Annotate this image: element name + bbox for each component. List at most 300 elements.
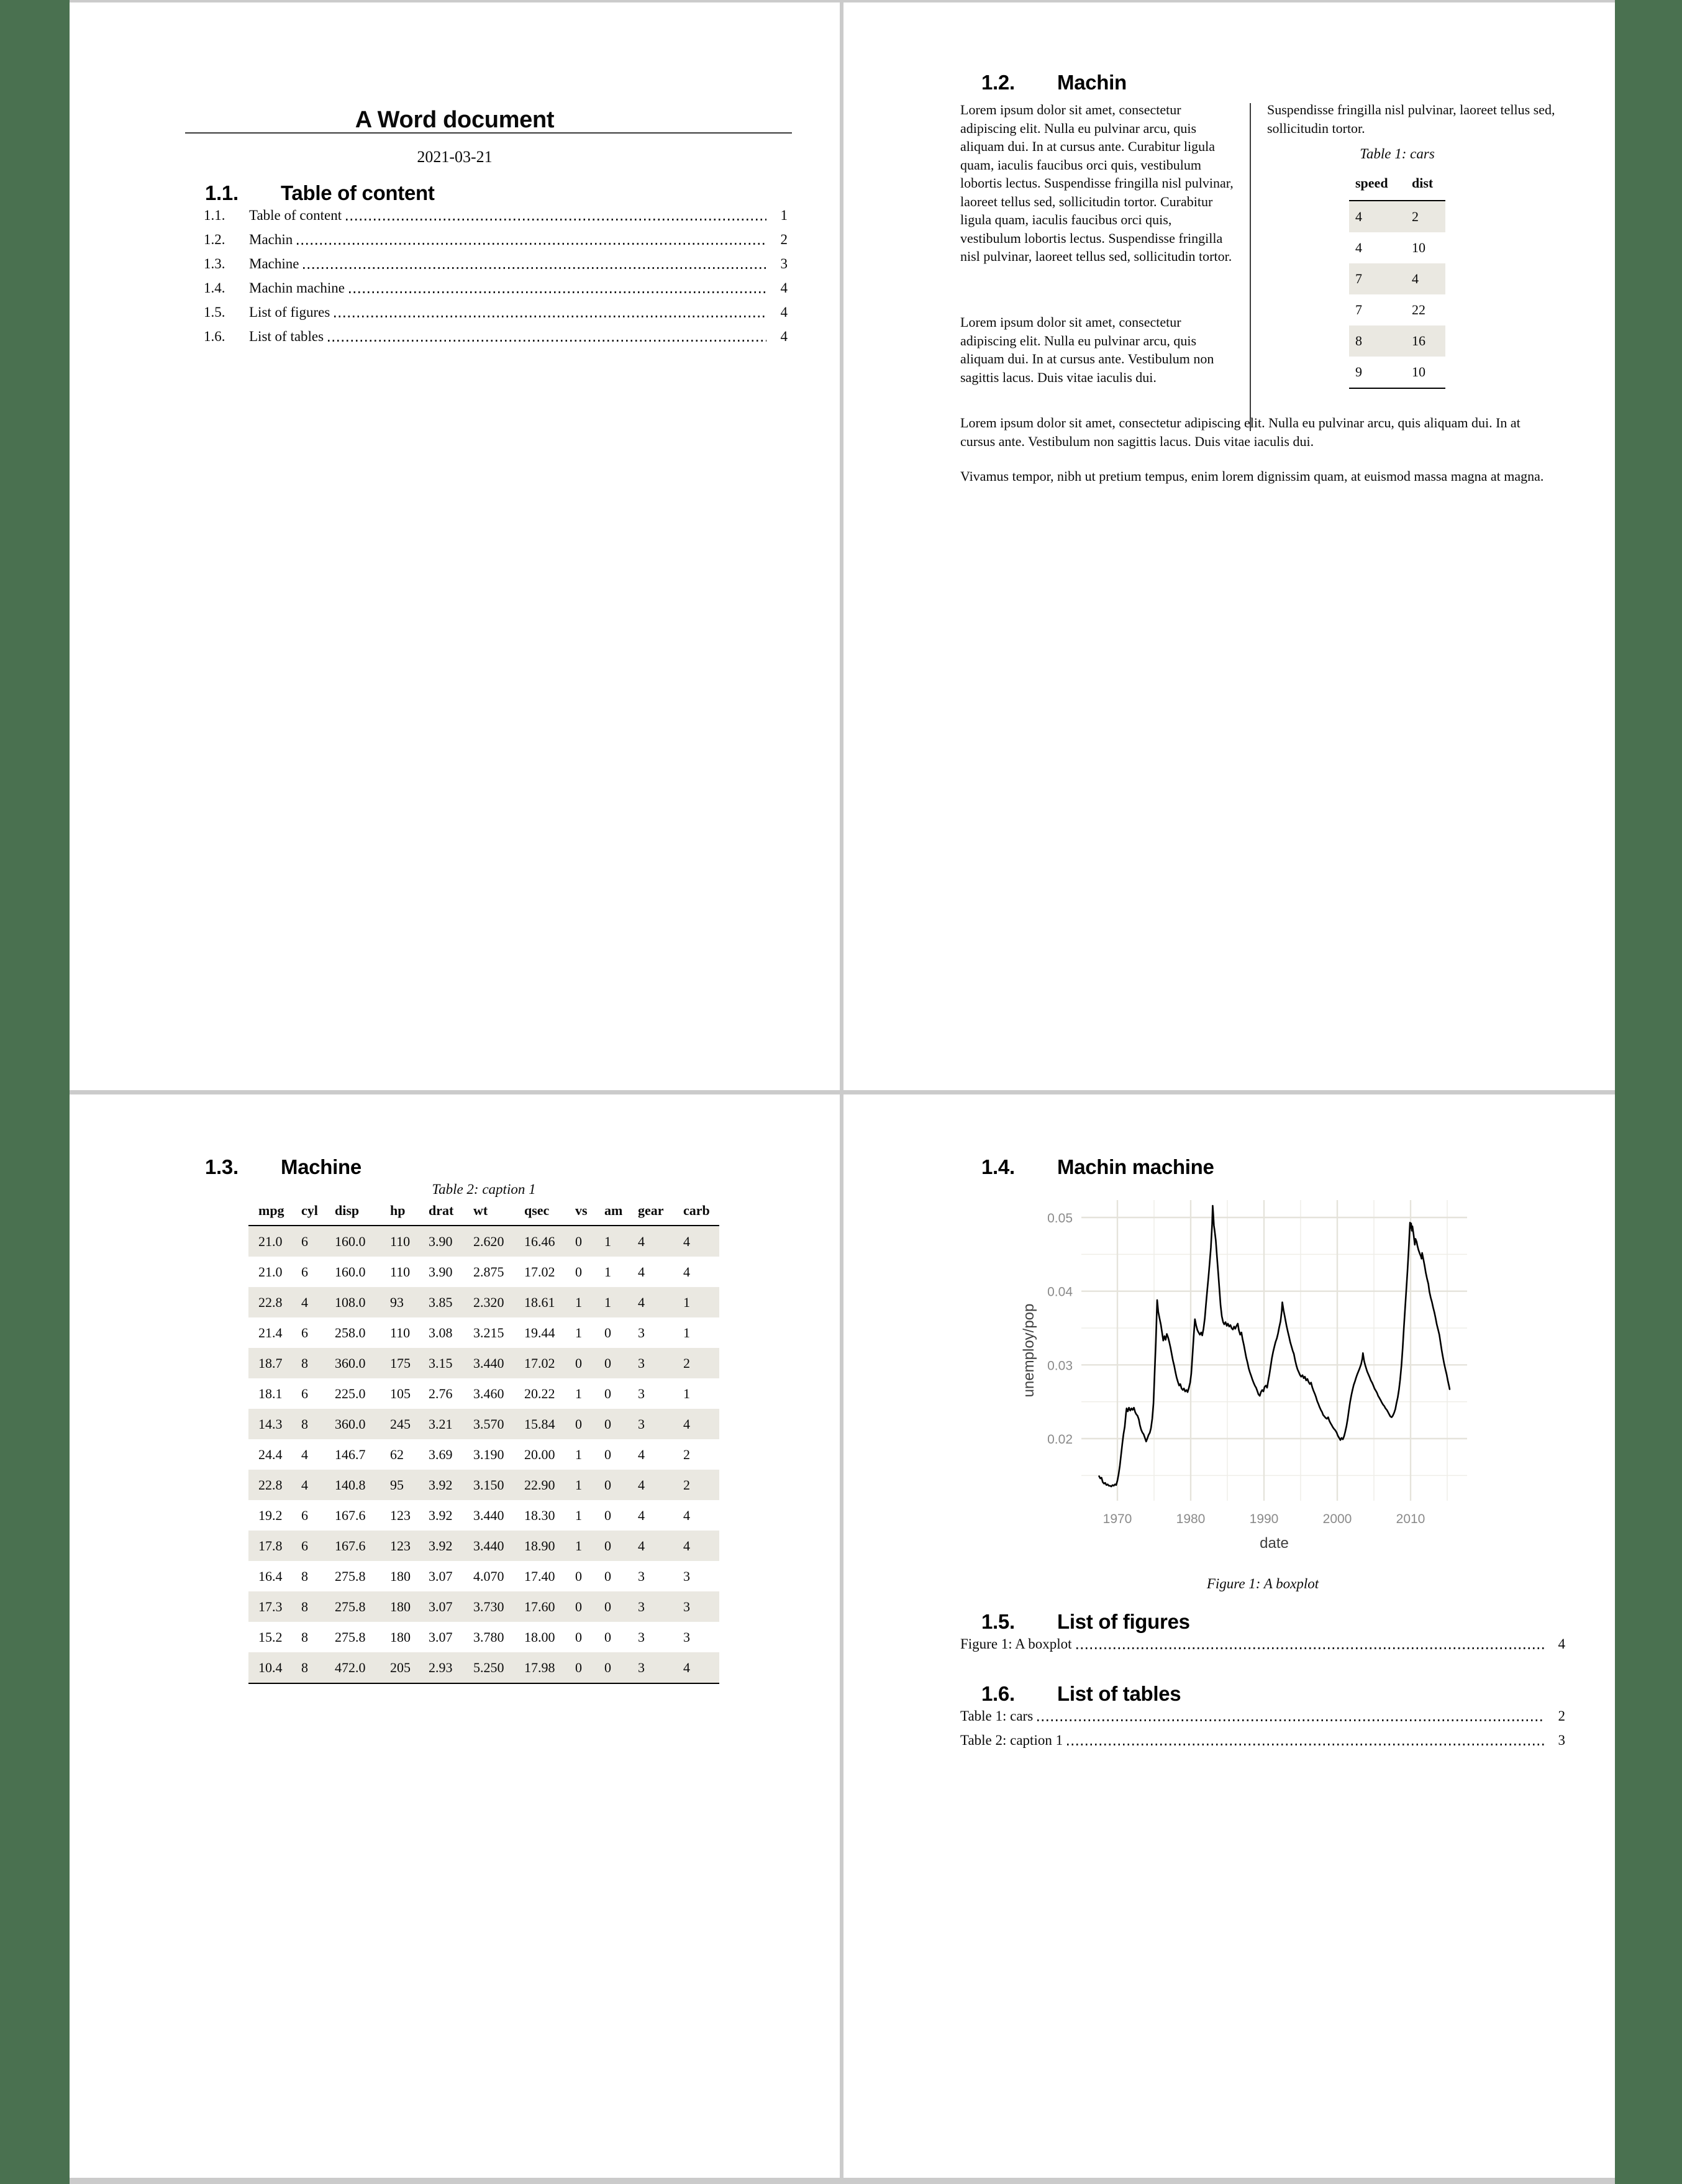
x-axis-tick-label: 1980	[1176, 1512, 1206, 1526]
entry-label: Machin	[249, 232, 293, 247]
table-cell: 108.0	[335, 1294, 366, 1310]
table-cell: 8	[301, 1598, 308, 1614]
table-cell: 0	[604, 1568, 611, 1584]
table-cell: 3	[683, 1568, 690, 1584]
table-cell: 0	[575, 1598, 582, 1614]
toc-entry	[204, 329, 788, 345]
table-cell: 3	[638, 1659, 645, 1675]
table-cell: 1	[575, 1294, 582, 1310]
table-cell: 0	[604, 1324, 611, 1340]
toc-entry	[204, 207, 788, 224]
column-header: disp	[335, 1203, 360, 1218]
table-cell: 0	[575, 1568, 582, 1584]
column-divider-rule	[1250, 103, 1251, 431]
table-cell: 18.00	[524, 1629, 555, 1645]
table-cell: 10.4	[258, 1659, 283, 1675]
table-cell: 275.8	[335, 1598, 366, 1614]
table-cell: 146.7	[335, 1446, 366, 1462]
table-cell: 0	[575, 1659, 582, 1675]
table-cell: 4	[301, 1294, 308, 1310]
table-row	[248, 1439, 719, 1470]
column-header: dist	[1412, 175, 1434, 191]
table-cell: 3.190	[473, 1446, 504, 1462]
column-header: gear	[638, 1203, 664, 1218]
table-cell: 3.08	[429, 1324, 453, 1340]
dot-leader	[346, 219, 766, 221]
entry-label: Table of content	[249, 207, 342, 223]
table-cell: 17.60	[524, 1598, 555, 1614]
full-width-paragraph-1: Lorem ipsum dolor sit amet, consectetur adipiscing elit. Nulla eu pulvinar arcu, quis aliquam dui. In at cursus ante. Vestibulum non sagittis lacus. Duis vitae iaculis dui.	[960, 415, 1521, 449]
table-cell: 3	[638, 1324, 645, 1340]
table-cell: 1	[575, 1476, 582, 1493]
table-cell: 6	[301, 1233, 308, 1249]
table-cell: 1	[604, 1233, 611, 1249]
toc-entry	[204, 232, 788, 248]
table-cell: 8	[301, 1659, 308, 1675]
table-row	[248, 1287, 719, 1317]
table-cell: 1	[683, 1385, 690, 1401]
heading-1-3	[205, 1155, 361, 1179]
entry-number: 1.4.	[204, 280, 225, 296]
table-cell: 62	[390, 1446, 404, 1462]
table-cell: 1	[604, 1263, 611, 1280]
table-cell: 3.07	[429, 1568, 453, 1584]
viewer-margin-left	[0, 0, 70, 2184]
table-cell: 1	[575, 1507, 582, 1523]
table-cell: 2	[1412, 209, 1419, 224]
table-cell: 20.22	[524, 1385, 555, 1401]
table-row	[248, 1226, 719, 1257]
table-cell: 180	[390, 1629, 411, 1645]
table-cell: 123	[390, 1537, 411, 1554]
entry-label: List of tables	[249, 329, 324, 344]
table-cell: 22.8	[258, 1294, 283, 1310]
table-cell: 3.440	[473, 1355, 504, 1371]
heading-1-1	[205, 181, 435, 205]
table-row	[248, 1652, 719, 1683]
heading-label: Machin	[1057, 71, 1127, 94]
heading-label: Machin machine	[1057, 1155, 1214, 1178]
table-cell: 0	[604, 1659, 611, 1675]
table-cell: 245	[390, 1416, 411, 1432]
table-cell: 15.84	[524, 1416, 555, 1432]
entry-number: 1.3.	[204, 256, 225, 271]
table-cell: 9	[1355, 364, 1362, 380]
y-axis-tick-label: 0.04	[1047, 1285, 1073, 1299]
table-cell: 16.4	[258, 1568, 283, 1584]
entry-label: Table 2: caption 1	[960, 1732, 1063, 1748]
table-cell: 1	[575, 1537, 582, 1554]
table-cell: 1	[575, 1446, 582, 1462]
entry-number: 1.5.	[204, 304, 225, 320]
table-cell: 2.93	[429, 1659, 453, 1675]
page-2	[843, 2, 1615, 1090]
table-cell: 4.070	[473, 1568, 504, 1584]
y-axis-tick-label: 0.05	[1047, 1211, 1073, 1226]
table-cell: 360.0	[335, 1355, 366, 1371]
table-cell: 3	[638, 1355, 645, 1371]
table-row	[248, 1470, 719, 1500]
table-cell: 110	[390, 1233, 411, 1249]
x-axis-tick-label: 1990	[1249, 1512, 1279, 1526]
table-cell: 472.0	[335, 1659, 366, 1675]
data-line-unemploy-pop	[1099, 1206, 1450, 1486]
dot-leader	[1076, 1647, 1544, 1649]
table2-caption: Table 2: caption 1	[432, 1181, 536, 1197]
table-cell: 17.8	[258, 1537, 283, 1554]
toc-entry	[204, 304, 788, 321]
table-cell: 15.2	[258, 1629, 283, 1645]
table-cell: 2	[683, 1476, 690, 1493]
table-cell: 7	[1355, 302, 1362, 317]
entry-label: List of figures	[249, 304, 330, 320]
table-cell: 3.780	[473, 1629, 504, 1645]
table-cell: 0	[575, 1416, 582, 1432]
entry-label: Machin machine	[249, 280, 345, 296]
entry-page-number: 4	[780, 280, 788, 296]
table-cell: 17.98	[524, 1659, 555, 1675]
table-cell: 4	[638, 1233, 645, 1249]
table-cell: 175	[390, 1355, 411, 1371]
table-cell: 0	[575, 1263, 582, 1280]
table-cell: 17.02	[524, 1263, 555, 1280]
table-cell: 21.4	[258, 1324, 283, 1340]
list-of-figures	[960, 1636, 1565, 1660]
page-4	[843, 1094, 1615, 2178]
table-cell: 14.3	[258, 1416, 283, 1432]
table-cell: 22.8	[258, 1476, 283, 1493]
table-cell: 3.460	[473, 1385, 504, 1401]
table-cell: 8	[301, 1629, 308, 1645]
table-cell: 8	[301, 1355, 308, 1371]
table-cell: 3.07	[429, 1629, 453, 1645]
column-header: qsec	[524, 1203, 550, 1218]
table-cell: 3	[683, 1629, 690, 1645]
table-cell: 16.46	[524, 1233, 555, 1249]
table-cell: 8	[301, 1416, 308, 1432]
table-bottom-rule	[248, 1683, 719, 1684]
column-header: hp	[390, 1203, 406, 1218]
table-row	[248, 1561, 719, 1591]
heading-1-6	[981, 1682, 1181, 1706]
table-cell: 18.90	[524, 1537, 555, 1554]
dot-leader	[1067, 1744, 1544, 1745]
table-cell: 1	[604, 1294, 611, 1310]
entry-number: 1.2.	[204, 232, 225, 247]
table-row	[1349, 325, 1445, 357]
table-cell: 0	[604, 1446, 611, 1462]
table-cell: 205	[390, 1659, 411, 1675]
table-cell: 4	[1355, 240, 1362, 255]
x-axis-title: date	[1260, 1535, 1289, 1552]
column-header: vs	[575, 1203, 588, 1218]
table-cell: 3.92	[429, 1537, 453, 1554]
table-cell: 275.8	[335, 1629, 366, 1645]
document-title: A Word document	[355, 107, 555, 133]
table-cell: 4	[683, 1233, 690, 1249]
heading-number: 1.5.	[981, 1610, 1015, 1633]
table-cell: 18.30	[524, 1507, 555, 1523]
table-cell: 0	[604, 1476, 611, 1493]
table-cell: 21.0	[258, 1263, 283, 1280]
table-cell: 4	[683, 1507, 690, 1523]
table-cell: 0	[604, 1537, 611, 1554]
table-cell: 4	[683, 1263, 690, 1280]
viewer-margin-right	[1615, 0, 1682, 2184]
list-of-tables	[960, 1708, 1565, 1757]
table-cell: 4	[1412, 271, 1419, 286]
column-header: wt	[473, 1203, 488, 1218]
y-axis-tick-label: 0.02	[1047, 1432, 1073, 1447]
table-cell: 3.440	[473, 1507, 504, 1523]
table-cell: 0	[604, 1416, 611, 1432]
table-row	[248, 1622, 719, 1652]
table-cell: 3.570	[473, 1416, 504, 1432]
table-cell: 21.0	[258, 1233, 283, 1249]
table-cell: 6	[301, 1324, 308, 1340]
table-cell: 3.92	[429, 1476, 453, 1493]
table-cell: 2.320	[473, 1294, 504, 1310]
column-right-paragraph: Suspendisse fringilla nisl pulvinar, laoreet tellus sed, sollicitudin tortor.	[1267, 102, 1555, 136]
entry-page-number: 2	[780, 232, 788, 247]
table-cell: 7	[1355, 271, 1362, 286]
table-cell: 17.02	[524, 1355, 555, 1371]
dot-leader	[303, 267, 766, 269]
table-cell: 3.90	[429, 1233, 453, 1249]
dot-leader	[328, 340, 766, 342]
table-cell: 4	[638, 1263, 645, 1280]
table-cell: 180	[390, 1568, 411, 1584]
table-row	[1349, 263, 1445, 294]
dot-leader	[349, 291, 766, 293]
dot-leader	[334, 316, 766, 317]
table-cell: 0	[604, 1507, 611, 1523]
table-cell: 0	[604, 1355, 611, 1371]
heading-label: List of figures	[1057, 1610, 1190, 1633]
heading-number: 1.1.	[205, 181, 239, 204]
table-cell: 2	[683, 1446, 690, 1462]
table-cell: 3	[638, 1629, 645, 1645]
table-cell: 4	[683, 1659, 690, 1675]
table-cell: 4	[638, 1476, 645, 1493]
table-row	[1349, 294, 1445, 325]
table-row	[1349, 357, 1445, 388]
column-left-paragraph-1: Lorem ipsum dolor sit amet, consectetur adipiscing elit. Nulla eu pulvinar arcu, quis aliquam dui. In at cursus ante. Curabitur ligula quam, iaculis faucibus orci quis, vestibulum lobortis lectus. Suspendisse fringilla nisl pulvinar, laoreet tellus sed, sollicitudin tortor. Curabitur ligula quam, iaculis faucibus orci quis, vestibulum lobortis lectus. Suspendisse fringilla nisl pulvinar, laoreet tellus sed, sollicitudin tortor.	[960, 102, 1234, 264]
table-cell: 105	[390, 1385, 411, 1401]
title-underline	[185, 132, 792, 134]
cars-table	[1349, 171, 1445, 389]
table-cell: 2.620	[473, 1233, 504, 1249]
table-cell: 3	[638, 1568, 645, 1584]
table-cell: 110	[390, 1324, 411, 1340]
x-axis-tick-label: 2010	[1396, 1512, 1425, 1526]
heading-number: 1.2.	[981, 71, 1015, 94]
table-row	[248, 1500, 719, 1531]
table-cell: 3.215	[473, 1324, 504, 1340]
table-of-contents	[204, 207, 788, 353]
table-cell: 360.0	[335, 1416, 366, 1432]
table-row	[248, 1531, 719, 1561]
table-cell: 4	[683, 1416, 690, 1432]
table-cell: 167.6	[335, 1507, 366, 1523]
table-row	[1349, 201, 1445, 232]
table-cell: 0	[604, 1629, 611, 1645]
entry-number: 1.6.	[204, 329, 225, 344]
heading-number: 1.4.	[981, 1155, 1015, 1178]
table1-caption: Table 1: cars	[1360, 146, 1435, 162]
table-cell: 24.4	[258, 1446, 283, 1462]
table-cell: 95	[390, 1476, 404, 1493]
table-cell: 19.2	[258, 1507, 283, 1523]
table-cell: 0	[575, 1355, 582, 1371]
table-row	[248, 1591, 719, 1622]
table-cell: 3	[638, 1416, 645, 1432]
table-cell: 3.92	[429, 1507, 453, 1523]
page-3	[70, 1094, 840, 2178]
list-entry	[960, 1708, 1565, 1724]
table-header-row	[248, 1201, 719, 1226]
table-row	[248, 1378, 719, 1409]
table-cell: 18.7	[258, 1355, 283, 1371]
page-separator-bottom	[70, 2178, 1615, 2184]
table-header-row	[1349, 171, 1445, 201]
table-cell: 1	[683, 1324, 690, 1340]
table-cell: 0	[604, 1385, 611, 1401]
column-left-paragraph-2: Lorem ipsum dolor sit amet, consectetur adipiscing elit. Nulla eu pulvinar arcu, quis aliquam dui. In at cursus ante. Vestibulum non sagittis lacus. Duis vitae iaculis dui.	[960, 314, 1214, 385]
y-axis-tick-label: 0.03	[1047, 1358, 1073, 1373]
table-cell: 225.0	[335, 1385, 366, 1401]
table-cell: 22.90	[524, 1476, 555, 1493]
table-cell: 2.76	[429, 1385, 453, 1401]
table-cell: 0	[575, 1233, 582, 1249]
table-cell: 10	[1412, 364, 1425, 380]
table-cell: 18.61	[524, 1294, 555, 1310]
table-cell: 6	[301, 1385, 308, 1401]
table-row	[248, 1348, 719, 1378]
entry-label: Machine	[249, 256, 299, 271]
table-cell: 6	[301, 1537, 308, 1554]
table-cell: 3	[638, 1385, 645, 1401]
entry-page-number: 4	[1558, 1636, 1565, 1652]
mtcars-table	[248, 1201, 719, 1684]
entry-page-number: 4	[780, 304, 788, 320]
table-cell: 3.85	[429, 1294, 453, 1310]
table-cell: 3	[638, 1598, 645, 1614]
table-cell: 0	[604, 1598, 611, 1614]
table-cell: 1	[575, 1324, 582, 1340]
table-cell: 167.6	[335, 1537, 366, 1554]
entry-number: 1.1.	[204, 207, 225, 223]
table-cell: 17.3	[258, 1598, 283, 1614]
document-date: 2021-03-21	[417, 148, 493, 166]
table-cell: 5.250	[473, 1659, 504, 1675]
full-width-paragraph-2: Vivamus tempor, nibh ut pretium tempus, enim lorem dignissim quam, at euismod massa magna at magna.	[960, 468, 1544, 484]
y-axis-title: unemploy/pop	[1021, 1303, 1037, 1398]
table-cell: 160.0	[335, 1263, 366, 1280]
table-cell: 3.69	[429, 1446, 453, 1462]
table-cell: 18.1	[258, 1385, 283, 1401]
table-cell: 2	[683, 1355, 690, 1371]
list-entry	[960, 1636, 1565, 1652]
x-axis-tick-label: 1970	[1102, 1512, 1132, 1526]
column-header: carb	[683, 1203, 710, 1218]
heading-1-2	[981, 71, 1127, 94]
table-cell: 160.0	[335, 1233, 366, 1249]
entry-page-number: 3	[1558, 1732, 1565, 1748]
table-cell: 4	[638, 1507, 645, 1523]
table-cell: 6	[301, 1263, 308, 1280]
table-cell: 16	[1412, 333, 1425, 348]
table-cell: 3.150	[473, 1476, 504, 1493]
table-cell: 20.00	[524, 1446, 555, 1462]
table-cell: 93	[390, 1294, 404, 1310]
entry-page-number: 3	[780, 256, 788, 271]
table-cell: 17.40	[524, 1568, 555, 1584]
table-cell: 110	[390, 1263, 411, 1280]
heading-label: List of tables	[1057, 1682, 1181, 1705]
x-axis-tick-label: 2000	[1322, 1512, 1352, 1526]
table-cell: 4	[301, 1476, 308, 1493]
entry-page-number: 4	[780, 329, 788, 344]
table-cell: 19.44	[524, 1324, 555, 1340]
table-row	[248, 1317, 719, 1348]
entry-page-number: 1	[780, 207, 788, 223]
heading-label: Machine	[281, 1155, 361, 1178]
table-cell: 2.875	[473, 1263, 504, 1280]
table-row	[248, 1409, 719, 1439]
column-header: am	[604, 1203, 623, 1218]
column-header: mpg	[258, 1203, 284, 1218]
dot-leader	[1037, 1719, 1544, 1721]
page-1	[70, 2, 840, 1090]
table-cell: 3.21	[429, 1416, 453, 1432]
column-header: cyl	[301, 1203, 318, 1218]
table-cell: 4	[683, 1537, 690, 1554]
column-header: drat	[429, 1203, 454, 1218]
table-row	[1349, 232, 1445, 263]
table-cell: 258.0	[335, 1324, 366, 1340]
table-cell: 8	[1355, 333, 1362, 348]
table-cell: 0	[575, 1629, 582, 1645]
table-cell: 4	[638, 1294, 645, 1310]
table-row	[248, 1257, 719, 1287]
table-cell: 3	[683, 1598, 690, 1614]
table-cell: 3.07	[429, 1598, 453, 1614]
column-header: speed	[1355, 175, 1388, 191]
table-cell: 140.8	[335, 1476, 366, 1493]
table-cell: 8	[301, 1568, 308, 1584]
table-cell: 3.730	[473, 1598, 504, 1614]
table-cell: 10	[1412, 240, 1425, 255]
figure-line-chart	[1006, 1174, 1509, 1572]
table-cell: 3.440	[473, 1537, 504, 1554]
table-cell: 180	[390, 1598, 411, 1614]
list-entry	[960, 1732, 1565, 1749]
table-cell: 22	[1412, 302, 1425, 317]
table-cell: 4	[638, 1537, 645, 1554]
table-bottom-rule	[1349, 388, 1445, 389]
table-cell: 1	[683, 1294, 690, 1310]
table-cell: 3.15	[429, 1355, 453, 1371]
figure-caption: Figure 1: A boxplot	[1206, 1576, 1319, 1591]
table-cell: 4	[1355, 209, 1362, 224]
toc-entry	[204, 256, 788, 272]
heading-1-5	[981, 1610, 1190, 1634]
table-cell: 4	[638, 1446, 645, 1462]
entry-label: Figure 1: A boxplot	[960, 1636, 1072, 1652]
heading-number: 1.6.	[981, 1682, 1015, 1705]
table-cell: 6	[301, 1507, 308, 1523]
